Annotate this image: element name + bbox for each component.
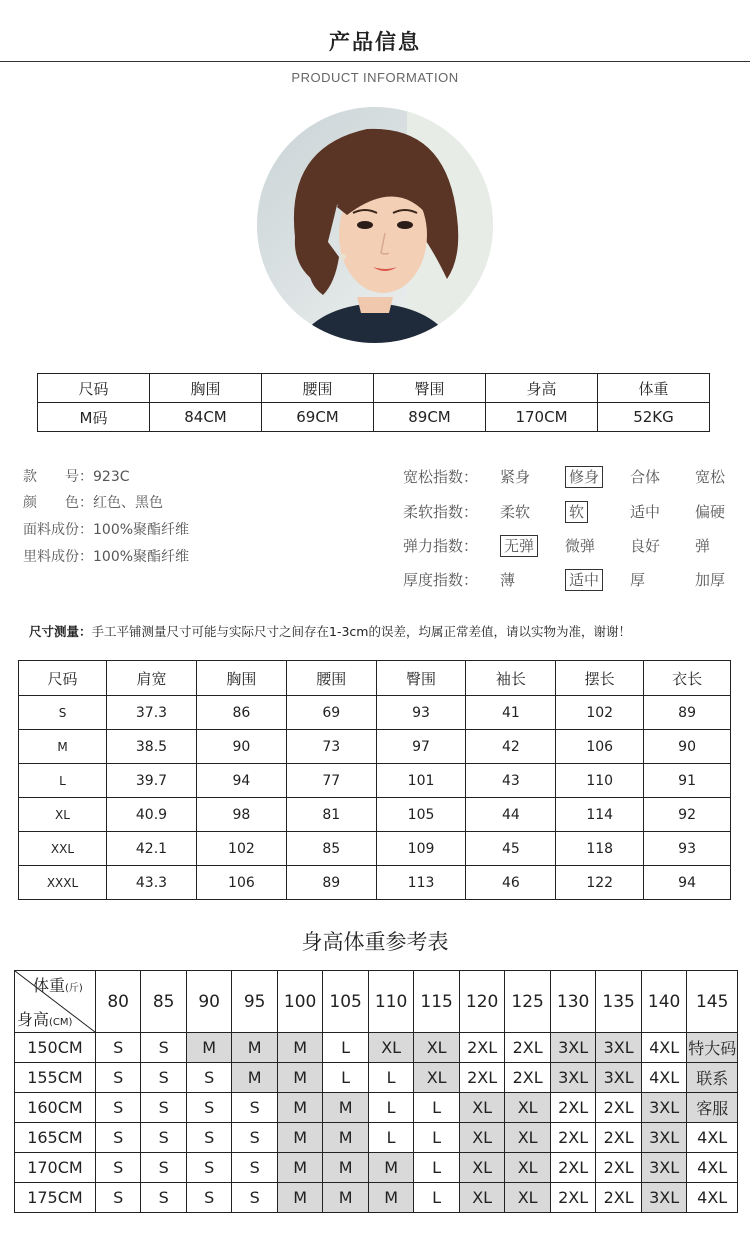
fit-index-row <box>403 568 743 592</box>
size-value-cell: 94 <box>196 764 286 798</box>
size-recommendation-cell: 2XL <box>550 1093 596 1123</box>
size-recommendation-cell: XL <box>459 1183 505 1213</box>
model-table-value-row <box>38 403 710 432</box>
ref-table-header-row <box>15 971 738 1033</box>
size-recommendation-cell: 4XL <box>687 1123 738 1153</box>
fit-index-option: 适中 <box>630 503 661 521</box>
fit-index-option: 柔软 <box>500 503 531 521</box>
size-recommendation-cell: XL <box>505 1123 551 1153</box>
page-subtitle: PRODUCT INFORMATION <box>291 70 459 85</box>
size-value-cell: 69 <box>286 696 376 730</box>
measurement-note-label: 尺寸测量： <box>29 624 92 639</box>
size-value-cell: 102 <box>556 696 644 730</box>
fit-index-row <box>403 534 743 558</box>
size-recommendation-cell: M <box>323 1123 369 1153</box>
size-value-cell: 39.7 <box>107 764 197 798</box>
model-value-cell: 52KG <box>598 403 710 432</box>
size-recommendation-cell: 2XL <box>505 1033 551 1063</box>
fit-index-option-selected: 软 <box>565 501 588 523</box>
size-header-cell: 胸围 <box>196 661 286 696</box>
height-label-cell: 165CM <box>15 1123 96 1153</box>
size-recommendation-cell: 3XL <box>596 1033 642 1063</box>
size-value-cell: 91 <box>644 764 731 798</box>
size-recommendation-cell: 联系 <box>687 1063 738 1093</box>
model-measurements-table <box>37 373 710 432</box>
title-divider <box>0 61 750 62</box>
size-table-row <box>19 764 731 798</box>
ref-table-row <box>15 1063 738 1093</box>
corner-weight-text: 体重 <box>33 976 66 995</box>
size-recommendation-cell: 4XL <box>687 1183 738 1213</box>
model-value-cell: 170CM <box>486 403 598 432</box>
size-table-row <box>19 866 731 900</box>
fit-index-row <box>403 465 743 489</box>
size-recommendation-cell: XL <box>368 1033 414 1063</box>
size-value-cell: 40.9 <box>107 798 197 832</box>
size-label-cell: M <box>19 730 107 764</box>
size-recommendation-cell: S <box>232 1153 278 1183</box>
weight-header-cell: 90 <box>186 971 232 1033</box>
size-header-cell: 摆长 <box>556 661 644 696</box>
spec-fabric: 面料成份：100%聚酯纤维 <box>23 522 190 538</box>
corner-weight-label <box>33 973 83 996</box>
size-label-cell: XXXL <box>19 866 107 900</box>
size-label-cell: L <box>19 764 107 798</box>
size-table-row <box>19 696 731 730</box>
reference-table-title: 身高体重参考表 <box>301 930 449 954</box>
size-recommendation-cell: 2XL <box>505 1063 551 1093</box>
size-recommendation-cell: M <box>277 1033 323 1063</box>
measurement-note-text: 手工平铺测量尺寸可能与实际尺寸之间存在1-3cm的误差，均属正常差值，请以实物为准，谢谢！ <box>91 624 631 639</box>
size-recommendation-cell: L <box>368 1123 414 1153</box>
model-header-cell: 身高 <box>486 374 598 403</box>
size-header-cell: 臀围 <box>376 661 466 696</box>
fit-index-option: 加厚 <box>695 571 726 589</box>
size-recommendation-cell: XL <box>414 1033 460 1063</box>
size-value-cell: 109 <box>376 832 466 866</box>
fit-index-option-selected: 无弹 <box>500 535 538 557</box>
size-recommendation-cell: 3XL <box>550 1033 596 1063</box>
fit-index-option-selected: 适中 <box>565 569 603 591</box>
size-recommendation-cell: S <box>232 1093 278 1123</box>
size-value-cell: 44 <box>466 798 556 832</box>
model-value-cell: 84CM <box>150 403 262 432</box>
size-recommendation-cell: 4XL <box>641 1063 687 1093</box>
size-recommendation-cell: S <box>95 1153 141 1183</box>
model-header-cell: 腰围 <box>262 374 374 403</box>
weight-header-cell: 125 <box>505 971 551 1033</box>
size-recommendation-cell: 2XL <box>550 1153 596 1183</box>
fit-index-row <box>403 500 743 524</box>
size-recommendation-cell: L <box>323 1063 369 1093</box>
size-recommendation-cell: M <box>277 1183 323 1213</box>
fit-index-option: 厚 <box>630 571 646 589</box>
weight-header-cell: 80 <box>95 971 141 1033</box>
size-value-cell: 92 <box>644 798 731 832</box>
weight-header-cell: 135 <box>596 971 642 1033</box>
size-recommendation-cell: S <box>95 1183 141 1213</box>
size-recommendation-cell: 2XL <box>596 1153 642 1183</box>
height-weight-reference-table <box>14 970 738 1213</box>
weight-header-cell: 95 <box>232 971 278 1033</box>
size-recommendation-cell: 3XL <box>550 1063 596 1093</box>
weight-header-cell: 115 <box>414 971 460 1033</box>
fit-index-option: 偏硬 <box>695 503 726 521</box>
ref-table-row <box>15 1123 738 1153</box>
height-label-cell: 155CM <box>15 1063 96 1093</box>
fit-index-label: 柔软指数： <box>403 503 479 521</box>
height-label-cell: 175CM <box>15 1183 96 1213</box>
height-label-cell: 160CM <box>15 1093 96 1123</box>
fit-index-option: 良好 <box>630 537 661 555</box>
size-value-cell: 110 <box>556 764 644 798</box>
size-header-cell: 尺码 <box>19 661 107 696</box>
spec-color: 颜 色：红色、黑色 <box>23 495 163 511</box>
size-header-cell: 衣长 <box>644 661 731 696</box>
size-label-cell: S <box>19 696 107 730</box>
size-recommendation-cell: S <box>186 1063 232 1093</box>
fit-index-option: 紧身 <box>500 468 531 486</box>
size-recommendation-cell: S <box>95 1093 141 1123</box>
size-recommendation-cell: S <box>141 1123 187 1153</box>
fit-index-option: 弹 <box>695 537 711 555</box>
size-value-cell: 46 <box>466 866 556 900</box>
size-recommendation-cell: M <box>368 1183 414 1213</box>
ref-table-corner-cell <box>15 971 96 1033</box>
size-recommendation-cell: M <box>368 1153 414 1183</box>
spec-lining: 里料成份：100%聚酯纤维 <box>23 549 190 565</box>
size-recommendation-cell: XL <box>459 1153 505 1183</box>
model-header-cell: 胸围 <box>150 374 262 403</box>
size-value-cell: 122 <box>556 866 644 900</box>
size-recommendation-cell: 2XL <box>596 1093 642 1123</box>
size-recommendation-cell: L <box>414 1093 460 1123</box>
size-recommendation-cell: L <box>414 1153 460 1183</box>
size-recommendation-cell: XL <box>505 1153 551 1183</box>
size-table-row <box>19 730 731 764</box>
size-value-cell: 94 <box>644 866 731 900</box>
size-recommendation-cell: XL <box>505 1093 551 1123</box>
corner-height-unit: (CM) <box>49 1017 73 1028</box>
size-value-cell: 89 <box>286 866 376 900</box>
size-recommendation-cell: S <box>232 1123 278 1153</box>
size-label-cell: XL <box>19 798 107 832</box>
size-recommendation-cell: S <box>186 1153 232 1183</box>
size-recommendation-cell: L <box>414 1123 460 1153</box>
model-table-header-row <box>38 374 710 403</box>
model-value-cell: 69CM <box>262 403 374 432</box>
size-recommendation-cell: 3XL <box>641 1123 687 1153</box>
size-header-cell: 腰围 <box>286 661 376 696</box>
size-recommendation-cell: 2XL <box>596 1183 642 1213</box>
size-header-cell: 肩宽 <box>107 661 197 696</box>
size-recommendation-cell: 3XL <box>641 1153 687 1183</box>
size-recommendation-cell: 客服 <box>687 1093 738 1123</box>
size-value-cell: 105 <box>376 798 466 832</box>
size-value-cell: 45 <box>466 832 556 866</box>
size-recommendation-cell: S <box>141 1183 187 1213</box>
height-label-cell: 150CM <box>15 1033 96 1063</box>
measurement-note <box>29 622 631 640</box>
weight-header-cell: 85 <box>141 971 187 1033</box>
corner-weight-unit: (斤) <box>65 983 83 994</box>
size-recommendation-cell: L <box>368 1093 414 1123</box>
size-recommendation-cell: M <box>277 1093 323 1123</box>
size-chart-table <box>18 660 731 900</box>
size-recommendation-cell: M <box>232 1063 278 1093</box>
size-value-cell: 114 <box>556 798 644 832</box>
size-value-cell: 42 <box>466 730 556 764</box>
size-recommendation-cell: S <box>186 1093 232 1123</box>
fit-index-label: 宽松指数： <box>403 468 479 486</box>
size-value-cell: 86 <box>196 696 286 730</box>
size-recommendation-cell: 2XL <box>459 1033 505 1063</box>
fit-index-option: 微弹 <box>565 537 596 555</box>
size-value-cell: 90 <box>196 730 286 764</box>
size-value-cell: 42.1 <box>107 832 197 866</box>
size-value-cell: 106 <box>556 730 644 764</box>
size-value-cell: 97 <box>376 730 466 764</box>
size-recommendation-cell: 2XL <box>459 1063 505 1093</box>
size-value-cell: 93 <box>376 696 466 730</box>
size-recommendation-cell: S <box>141 1153 187 1183</box>
size-recommendation-cell: 4XL <box>641 1033 687 1063</box>
model-value-cell: M码 <box>38 403 150 432</box>
ref-table-row <box>15 1183 738 1213</box>
size-label-cell: XXL <box>19 832 107 866</box>
size-recommendation-cell: 3XL <box>641 1093 687 1123</box>
size-recommendation-cell: S <box>95 1033 141 1063</box>
size-recommendation-cell: 3XL <box>596 1063 642 1093</box>
model-header-cell: 尺码 <box>38 374 150 403</box>
size-value-cell: 77 <box>286 764 376 798</box>
model-value-cell: 89CM <box>374 403 486 432</box>
fit-index-option: 薄 <box>500 571 516 589</box>
size-value-cell: 38.5 <box>107 730 197 764</box>
size-recommendation-cell: S <box>186 1183 232 1213</box>
size-table-header-row <box>19 661 731 696</box>
model-portrait-image <box>257 107 493 343</box>
size-recommendation-cell: M <box>232 1033 278 1063</box>
fit-index-option: 合体 <box>630 468 661 486</box>
ref-table-row <box>15 1033 738 1063</box>
size-recommendation-cell: M <box>323 1093 369 1123</box>
size-value-cell: 43.3 <box>107 866 197 900</box>
size-header-cell: 袖长 <box>466 661 556 696</box>
spec-style-no: 款 号：923C <box>23 469 130 485</box>
size-value-cell: 90 <box>644 730 731 764</box>
model-header-cell: 体重 <box>598 374 710 403</box>
size-recommendation-cell: 特大码 <box>687 1033 738 1063</box>
size-recommendation-cell: L <box>323 1033 369 1063</box>
size-recommendation-cell: S <box>95 1063 141 1093</box>
weight-header-cell: 100 <box>277 971 323 1033</box>
weight-header-cell: 120 <box>459 971 505 1033</box>
model-photo <box>257 107 493 343</box>
size-recommendation-cell: XL <box>459 1123 505 1153</box>
size-recommendation-cell: S <box>141 1063 187 1093</box>
size-recommendation-cell: 2XL <box>596 1123 642 1153</box>
size-recommendation-cell: 3XL <box>641 1183 687 1213</box>
size-value-cell: 118 <box>556 832 644 866</box>
weight-header-cell: 130 <box>550 971 596 1033</box>
size-value-cell: 89 <box>644 696 731 730</box>
size-table-row <box>19 832 731 866</box>
fit-index-option: 宽松 <box>695 468 726 486</box>
size-value-cell: 93 <box>644 832 731 866</box>
size-recommendation-cell: 2XL <box>550 1183 596 1213</box>
height-label-cell: 170CM <box>15 1153 96 1183</box>
fit-index-label: 厚度指数： <box>403 571 479 589</box>
size-recommendation-cell: S <box>186 1123 232 1153</box>
size-recommendation-cell: M <box>186 1033 232 1063</box>
weight-header-cell: 105 <box>323 971 369 1033</box>
fit-index-label: 弹力指数： <box>403 537 479 555</box>
size-recommendation-cell: XL <box>414 1063 460 1093</box>
size-recommendation-cell: M <box>277 1063 323 1093</box>
fit-index-option-selected: 修身 <box>565 466 603 488</box>
size-recommendation-cell: S <box>141 1033 187 1063</box>
size-table-row <box>19 798 731 832</box>
size-recommendation-cell: M <box>323 1183 369 1213</box>
size-recommendation-cell: S <box>141 1093 187 1123</box>
weight-header-cell: 140 <box>641 971 687 1033</box>
size-recommendation-cell: L <box>414 1183 460 1213</box>
size-value-cell: 43 <box>466 764 556 798</box>
size-value-cell: 106 <box>196 866 286 900</box>
size-recommendation-cell: L <box>368 1063 414 1093</box>
size-recommendation-cell: XL <box>459 1093 505 1123</box>
size-value-cell: 37.3 <box>107 696 197 730</box>
corner-height-label <box>17 1007 72 1030</box>
size-recommendation-cell: M <box>277 1153 323 1183</box>
page-title: 产品信息 <box>329 29 421 54</box>
ref-table-row <box>15 1153 738 1183</box>
size-value-cell: 85 <box>286 832 376 866</box>
size-value-cell: 102 <box>196 832 286 866</box>
size-value-cell: 81 <box>286 798 376 832</box>
size-value-cell: 73 <box>286 730 376 764</box>
size-recommendation-cell: M <box>277 1123 323 1153</box>
size-value-cell: 101 <box>376 764 466 798</box>
size-recommendation-cell: S <box>232 1183 278 1213</box>
weight-header-cell: 110 <box>368 971 414 1033</box>
model-header-cell: 臀围 <box>374 374 486 403</box>
ref-table-row <box>15 1093 738 1123</box>
size-recommendation-cell: 4XL <box>687 1153 738 1183</box>
weight-header-cell: 145 <box>687 971 738 1033</box>
size-recommendation-cell: M <box>323 1153 369 1183</box>
size-recommendation-cell: 2XL <box>550 1123 596 1153</box>
size-value-cell: 98 <box>196 798 286 832</box>
corner-height-text: 身高 <box>17 1010 50 1029</box>
size-recommendation-cell: S <box>95 1123 141 1153</box>
size-value-cell: 113 <box>376 866 466 900</box>
size-value-cell: 41 <box>466 696 556 730</box>
size-recommendation-cell: XL <box>505 1183 551 1213</box>
